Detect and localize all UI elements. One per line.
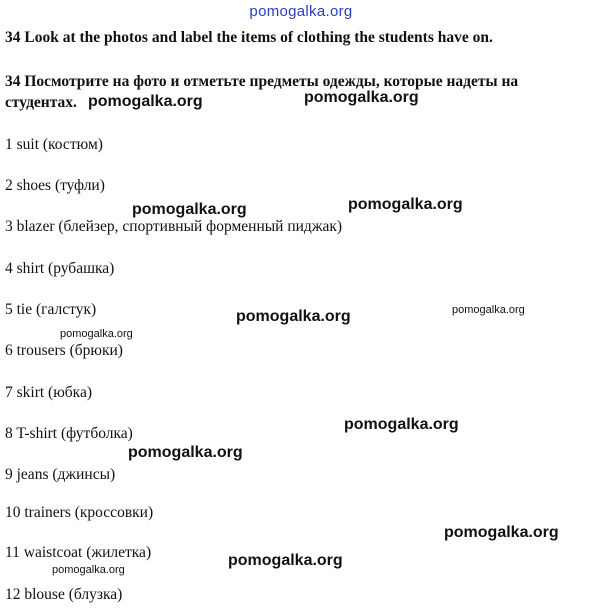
list-item: 4 shirt (рубашка) — [5, 260, 115, 277]
list-item: 1 suit (костюм) — [5, 136, 103, 153]
watermark: pomogalka.org — [60, 328, 133, 340]
list-item: 5 tie (галстук) — [5, 301, 97, 318]
list-item: 3 blazer (блейзер, спортивный форменный пиджак) — [5, 218, 343, 235]
watermark: pomogalka.org — [52, 564, 125, 576]
watermark: pomogalka.org — [128, 444, 243, 461]
list-item: 6 trousers (брюки) — [5, 342, 123, 359]
watermark: pomogalka.org — [348, 196, 463, 213]
watermark: pomogalka.org — [236, 308, 351, 325]
watermark: pomogalka.org — [444, 524, 559, 541]
list-item: 2 shoes (туфли) — [5, 177, 105, 194]
list-item: 11 waistcoat (жилетка) — [5, 544, 152, 561]
watermark: pomogalka.org — [88, 93, 203, 110]
site-banner: pomogalka.org — [249, 3, 353, 20]
watermark: pomogalka.org — [452, 304, 525, 316]
list-item: 8 T-shirt (футболка) — [5, 425, 133, 442]
exercise-title-ru: 34 Посмотрите на фото и отметьте предметы одежды, которые надеты на — [5, 73, 519, 90]
watermark: pomogalka.org — [228, 552, 343, 569]
list-item: 7 skirt (юбка) — [5, 384, 93, 401]
exercise-title-ru-continued: студентах. — [5, 94, 77, 111]
watermark: pomogalka.org — [132, 201, 247, 218]
list-item: 9 jeans (джинсы) — [5, 466, 116, 483]
list-item: 12 blouse (блузка) — [5, 586, 123, 603]
watermark: pomogalka.org — [344, 416, 459, 433]
exercise-title-en: 34 Look at the photos and label the items of clothing the students have on. — [5, 29, 493, 46]
list-item: 10 trainers (кроссовки) — [5, 504, 154, 521]
watermark: pomogalka.org — [304, 89, 419, 106]
